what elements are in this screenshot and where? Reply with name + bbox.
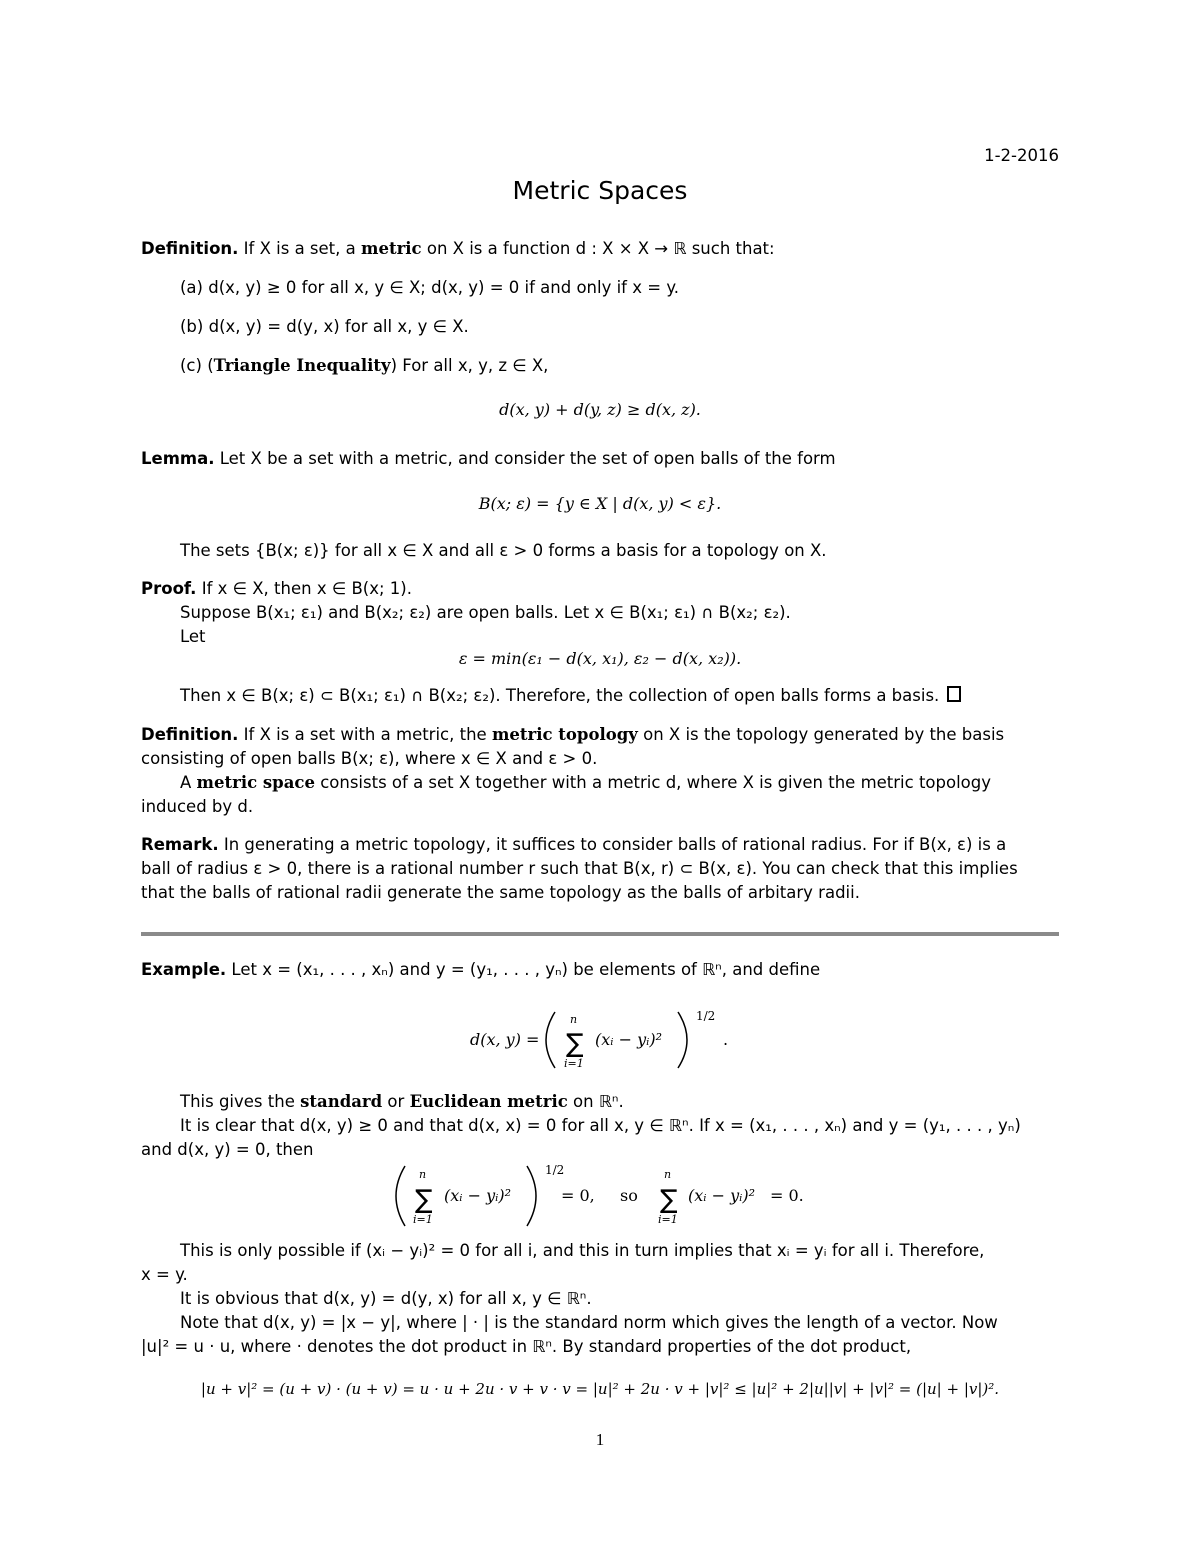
equals-zero-end: = 0.	[770, 1186, 804, 1205]
example-line-2	[180, 1090, 624, 1114]
sum-body-2: (xᵢ − yᵢ)²	[688, 1186, 755, 1205]
proof-line-1: If x ∈ X, then x ∈ B(x; 1).	[201, 579, 412, 598]
definition2-term-2: metric space	[196, 773, 315, 792]
formula-exponent: 1/2	[696, 1009, 716, 1023]
item-c-suffix: ) For all x, y, z ∈ X,	[390, 356, 549, 375]
definition2-text-3: A	[180, 773, 192, 792]
example-line-9: |u|² = u · u, where · denotes the dot product in ℝⁿ. By standard properties of the dot product,	[141, 1337, 912, 1356]
example-line-2b: or	[387, 1092, 405, 1111]
remark-line-2: ball of radius ε > 0, there is a rational number r such that B(x, r) ⊂ B(x, ε). You can check that this implies	[141, 859, 1018, 878]
formula-lhs: d(x, y) =	[470, 1030, 540, 1049]
sum-body: (xᵢ − yᵢ)²	[444, 1186, 511, 1205]
sum-lower-limit: i=1	[564, 1057, 584, 1070]
euclidean-metric-term: Euclidean metric	[409, 1092, 568, 1111]
euclidean-metric-formula	[440, 1000, 760, 1080]
date-header: 1-2-2016	[984, 146, 1059, 165]
definition2-line-4: induced by d.	[141, 797, 254, 816]
so-word: so	[620, 1186, 638, 1205]
example-label: Example.	[141, 960, 227, 979]
remark-line-1: In generating a metric topology, it suffices to consider balls of rational radius. For if B(x, ε) is a	[223, 835, 1007, 854]
example-line-8: Note that d(x, y) = |x − y|, where | · | is the standard norm which gives the length of a vector. Now	[180, 1313, 998, 1332]
dot-product-display: |u + v|² = (u + v) · (u + v) = u · u + 2u · v + v · v = |u|² + 2u · v + |v|² ≤ |u|² + 2|u||v| + |v|² = (|u| + |v|)².	[200, 1380, 1000, 1398]
definition-metric	[141, 237, 1061, 261]
definition-term: metric	[361, 239, 422, 258]
lemma-label: Lemma.	[141, 449, 215, 468]
left-paren-icon	[396, 1166, 405, 1226]
item-c-prefix: (c) (	[180, 356, 214, 375]
example-line-7: It is obvious that d(x, y) = d(y, x) for all x, y ∈ ℝⁿ.	[180, 1289, 592, 1308]
lemma	[141, 447, 1061, 471]
page-number: 1	[595, 1430, 605, 1449]
example-line-3: It is clear that d(x, y) ≥ 0 and that d(x, x) = 0 for all x, y ∈ ℝⁿ. If x = (x₁, . . . , xₙ) and y = (y₁, . . . , yₙ)	[180, 1116, 1021, 1135]
proof-line-4	[180, 684, 961, 708]
lemma-conclusion: The sets {B(x; ε)} for all x ∈ X and all ε > 0 forms a basis for a topology on X.	[180, 541, 827, 560]
definition-intro: If X is a set, a	[243, 239, 356, 258]
definition-metric-topology	[141, 723, 1061, 747]
definition-item-b: (b) d(x, y) = d(y, x) for all x, y ∈ X.	[180, 317, 469, 336]
example	[141, 958, 1061, 982]
item-c-term: Triangle Inequality	[213, 356, 391, 375]
sigma-icon: ∑	[415, 1185, 433, 1215]
definition2-line-2: consisting of open balls B(x; ε), where x ∈ X and ε > 0.	[141, 749, 598, 768]
proof-line-3: Let	[180, 627, 206, 646]
page-title: Metric Spaces	[512, 176, 688, 205]
proof	[141, 577, 412, 601]
remark-line-3: that the balls of rational radii generate the same topology as the balls of arbitary radii.	[141, 883, 860, 902]
proof-line-4-text: Then x ∈ B(x; ε) ⊂ B(x₁; ε₁) ∩ B(x₂; ε₂). Therefore, the collection of open balls forms a basis.	[180, 686, 940, 705]
remark	[141, 833, 1061, 857]
definition2-term-1: metric topology	[491, 725, 638, 744]
remark-label: Remark.	[141, 835, 219, 854]
definition2-text-2: on X is the topology generated by the basis	[643, 725, 1005, 744]
section-divider	[141, 932, 1059, 936]
definition2-metric-space	[180, 771, 1060, 795]
example-line-2c: on ℝⁿ.	[573, 1092, 624, 1111]
definition2-label: Definition.	[141, 725, 239, 744]
sum-body: (xᵢ − yᵢ)²	[595, 1030, 662, 1049]
definition-item-c	[180, 354, 548, 378]
right-paren-icon	[527, 1166, 536, 1226]
example-line-1: Let x = (x₁, . . . , xₙ) and y = (y₁, . . . , yₙ) be elements of ℝⁿ, and define	[231, 960, 821, 979]
triangle-inequality-display: d(x, y) + d(y, z) ≥ d(x, z).	[499, 400, 701, 419]
sum-upper-limit: n	[419, 1168, 427, 1181]
example-line-6: x = y.	[141, 1265, 188, 1284]
sigma-icon-2: ∑	[660, 1185, 678, 1215]
definition-label: Definition.	[141, 239, 239, 258]
example-line-5: This is only possible if (xᵢ − yᵢ)² = 0 for all i, and this in turn implies that xᵢ = yᵢ for all i. Therefore,	[180, 1241, 985, 1260]
proof-line-2: Suppose B(x₁; ε₁) and B(x₂; ε₂) are open balls. Let x ∈ B(x₁; ε₁) ∩ B(x₂; ε₂).	[180, 603, 791, 622]
left-paren-icon	[546, 1012, 555, 1068]
lemma-text: Let X be a set with a metric, and consider the set of open balls of the form	[219, 449, 836, 468]
definition-intro-2: on X is a function d : X × X → ℝ such that:	[426, 239, 775, 258]
proof-label: Proof.	[141, 579, 197, 598]
standard-term: standard	[300, 1092, 383, 1111]
zero-distance-formula	[385, 1158, 825, 1234]
right-paren-icon	[678, 1012, 687, 1068]
open-ball-display: B(x; ε) = {y ∈ X | d(x, y) < ε}.	[478, 494, 722, 513]
qed-icon	[947, 686, 961, 702]
formula-period: .	[723, 1030, 729, 1049]
sum-upper-limit: n	[570, 1013, 578, 1026]
sum-lower-limit: i=1	[413, 1213, 433, 1226]
definition2-text-1: If X is a set with a metric, the	[243, 725, 487, 744]
example-line-2a: This gives the	[180, 1092, 295, 1111]
formula-exponent: 1/2	[545, 1163, 565, 1177]
definition-item-a: (a) d(x, y) ≥ 0 for all x, y ∈ X; d(x, y) = 0 if and only if x = y.	[180, 278, 679, 297]
epsilon-min-display: ε = min(ε₁ − d(x, x₁), ε₂ − d(x, x₂)).	[458, 649, 742, 668]
sigma-icon: ∑	[566, 1029, 584, 1059]
equals-zero: = 0,	[561, 1186, 595, 1205]
sum-upper-limit-2: n	[664, 1168, 672, 1181]
definition2-text-4: consists of a set X together with a metric d, where X is given the metric topology	[320, 773, 991, 792]
sum-lower-limit-2: i=1	[658, 1213, 678, 1226]
example-line-4: and d(x, y) = 0, then	[141, 1140, 314, 1159]
